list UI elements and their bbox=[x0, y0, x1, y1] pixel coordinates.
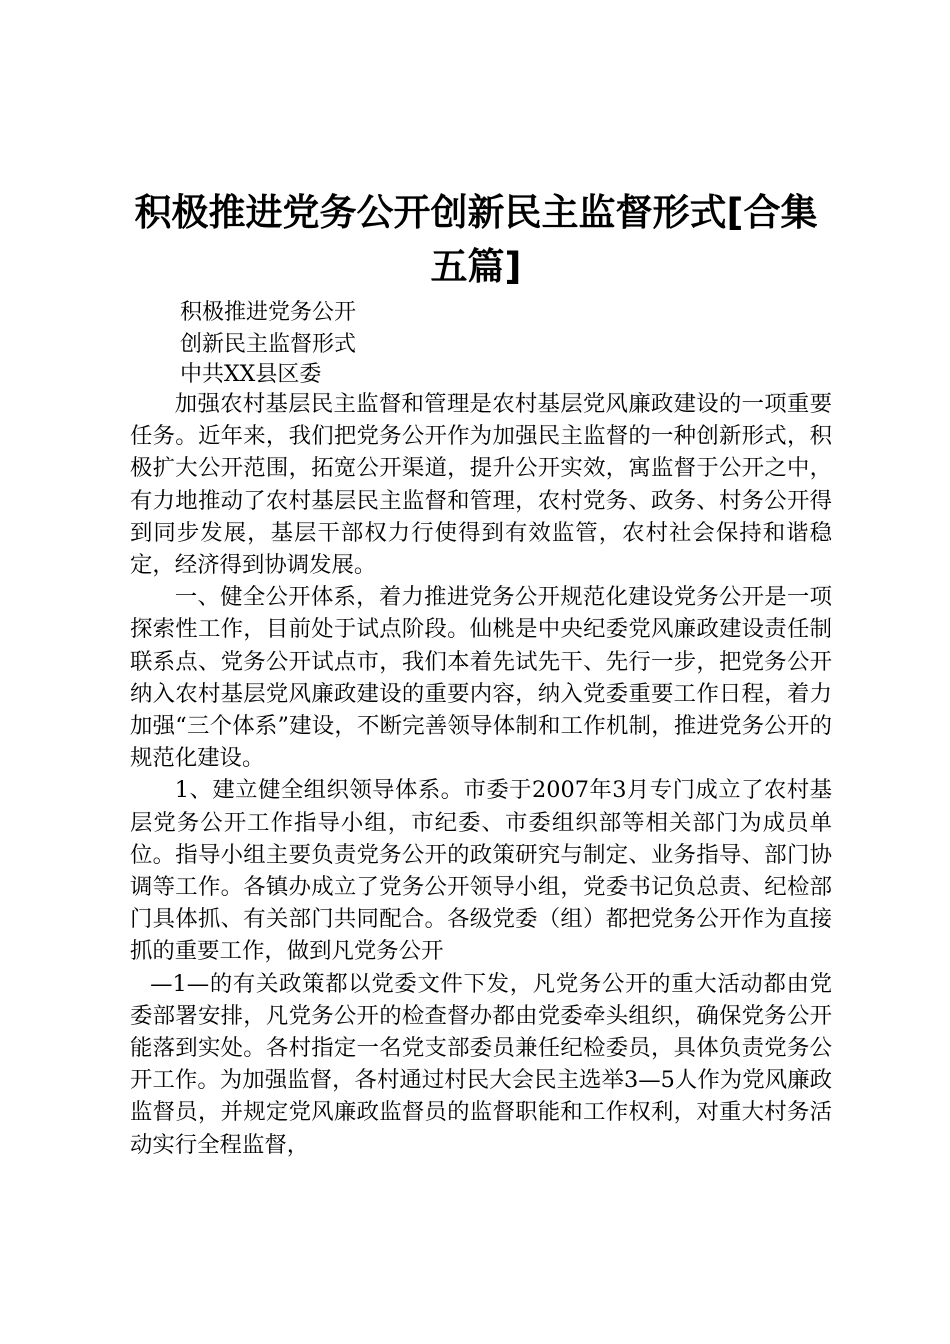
paragraph-item-1: 1、建立健全组织领导体系。市委于2007年3月专门成立了农村基层党务公开工作指导小组，市纪委、市委组织部等相关部门为成员单位。指导小组主要负责党务公开的政策研究与制定、业务指导、部门协调等工作。各镇办成立了党务公开领导小组，党委书记负总责、纪检部门具体抓、有关部门共同配合。各级党委（组）都把党务公开作为直接抓的重要工作，做到凡党务公开 bbox=[130, 777, 832, 965]
paragraph-continued: —1—的有关政策都以党委文件下发，凡党务公开的重大活动都由党委部署安排，凡党务公开的检查督办都由党委牵头组织，确保党务公开能落到实处。各村指定一名党支部委员兼任纪检委员，具体负责党务公开工作。为加强监督，各村通过村民大会民主选举3—5人作为党风廉政监督员，并规定党风廉政监督员的监督职能和工作权利，对重大村务活动实行全程监督， bbox=[130, 970, 832, 1158]
author-line: 中共XX县区委 bbox=[180, 362, 322, 387]
document-body bbox=[130, 388, 832, 1161]
document-title: 积极推进党务公开创新民主监督形式[合集五篇] bbox=[134, 191, 818, 288]
subtitle-line-2: 创新民主监督形式 bbox=[180, 332, 357, 357]
subtitle-line-1: 积极推进党务公开 bbox=[180, 300, 357, 325]
paragraph-intro: 加强农村基层民主监督和管理是农村基层党风廉政建设的一项重要任务。近年来，我们把党务公开作为加强民主监督的一种创新形式，积极扩大公开范围，拓宽公开渠道，提升公开实效，寓监督于公开之中，有力地推动了农村基层民主监督和管理，农村党务、政务、村务公开得到同步发展，基层干部权力行使得到有效监管，农村社会保持和谐稳定，经济得到协调发展。 bbox=[130, 391, 832, 579]
paragraph-section-1: 一、健全公开体系，着力推进党务公开规范化建设党务公开是一项探索性工作，目前处于试点阶段。仙桃是中央纪委党风廉政建设责任制联系点、党务公开试点市，我们本着先试先干、先行一步，把党务公开纳入农村基层党风廉政建设的重要内容，纳入党委重要工作日程，着力加强“三个体系”建设，不断完善领导体制和工作机制，推进党务公开的规范化建设。 bbox=[130, 584, 832, 772]
